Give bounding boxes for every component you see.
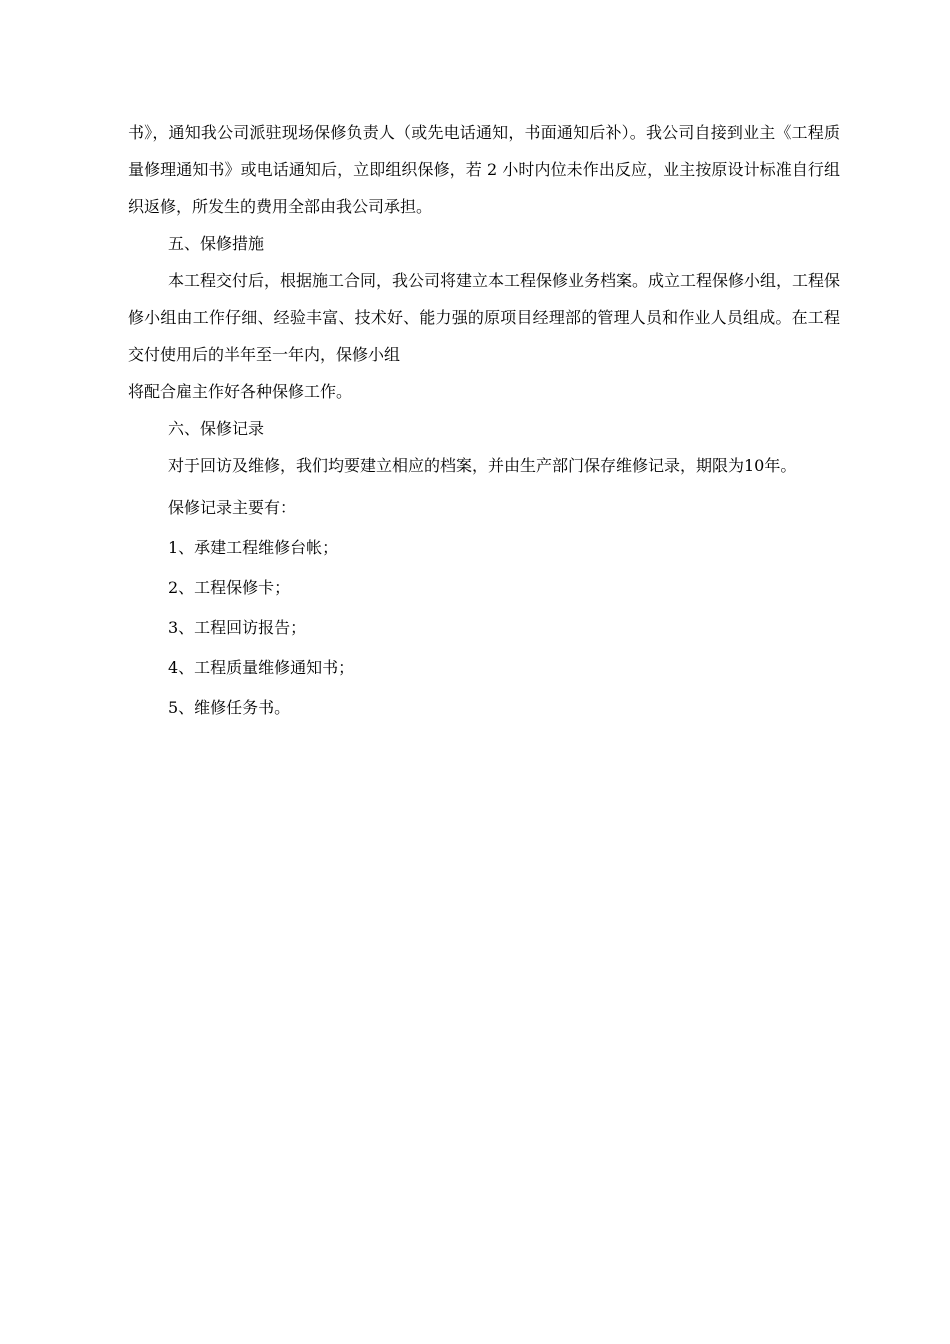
paragraph-warranty-measures: 本工程交付后，根据施工合同，我公司将建立本工程保修业务档案。成立工程保修小组，工程保修小组由工作仔细、经验丰富、技术好、能力强的原项目经理部的管理人员和作业人员组成。在工程交付使用后的半年至一年内，保修小组: [128, 271, 841, 364]
list-item: 5、维修任务书。: [168, 698, 291, 717]
paragraph-warranty-measures-continued: 将配合雇主作好各种保修工作。: [128, 382, 353, 401]
document-body: [128, 114, 840, 728]
list-item: 4、工程质量维修通知书；: [168, 658, 355, 677]
paragraph-warranty-records: 对于回访及维修，我们均要建立相应的档案，并由生产部门保存维修记录，期限为10年。: [168, 456, 797, 475]
list-item: 3、工程回访报告；: [168, 618, 307, 637]
paragraph-warranty-response: 书》，通知我公司派驻现场保修负责人（或先电话通知，书面通知后补）。我公司自接到业主《工程质量修理通知书》或电话通知后，立即组织保修，若 2 小时内位未作出反应，业主按原设计标准自行组织返修，所发生的费用全部由我公司承担。: [128, 123, 840, 216]
list-intro: 保修记录主要有：: [168, 498, 297, 517]
list-item: 2、工程保修卡；: [168, 578, 291, 597]
heading-warranty-measures: 五、保修措施: [168, 234, 265, 253]
heading-warranty-records: 六、保修记录: [168, 419, 265, 438]
list-item: 1、承建工程维修台帐；: [168, 538, 339, 557]
